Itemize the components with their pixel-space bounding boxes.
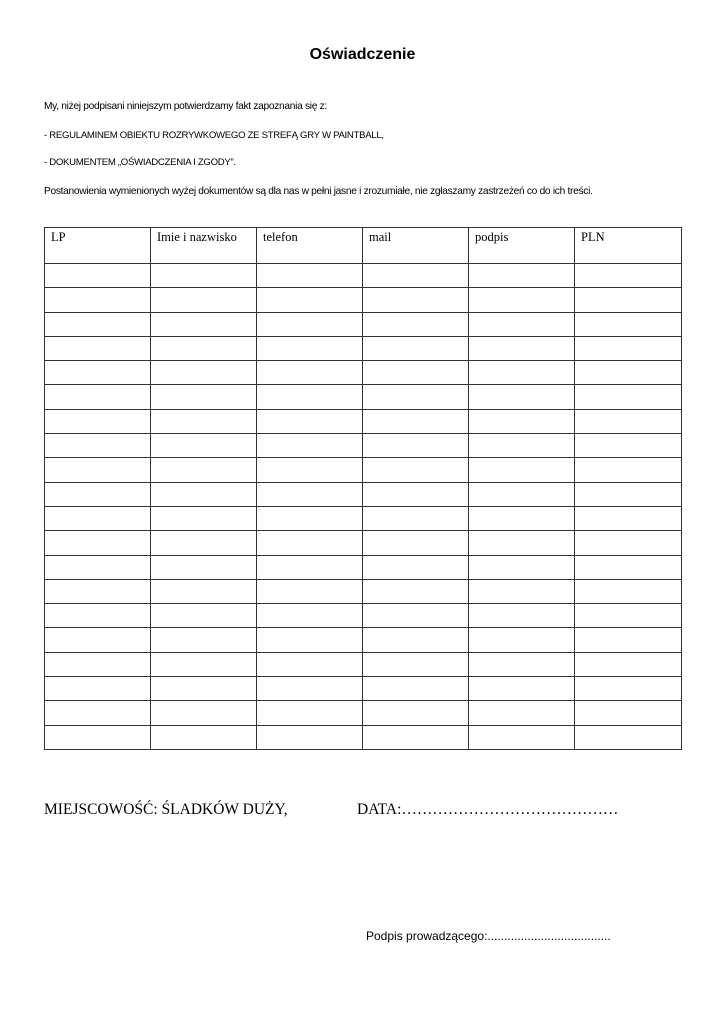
table-cell[interactable] — [257, 677, 363, 701]
table-cell[interactable] — [469, 506, 575, 530]
table-cell[interactable] — [257, 725, 363, 749]
table-cell[interactable] — [575, 409, 682, 433]
table-row — [45, 531, 682, 555]
table-cell[interactable] — [363, 482, 469, 506]
table-cell[interactable] — [575, 579, 682, 603]
table-cell[interactable] — [575, 458, 682, 482]
table-cell[interactable] — [151, 579, 257, 603]
table-cell[interactable] — [45, 312, 151, 336]
table-cell[interactable] — [363, 579, 469, 603]
table-cell[interactable] — [151, 434, 257, 458]
table-cell[interactable] — [151, 312, 257, 336]
table-cell[interactable] — [257, 312, 363, 336]
table-cell[interactable] — [575, 482, 682, 506]
table-cell[interactable] — [469, 652, 575, 676]
table-cell[interactable] — [45, 336, 151, 360]
table-cell[interactable] — [151, 288, 257, 312]
table-row — [45, 264, 682, 288]
table-cell[interactable] — [575, 531, 682, 555]
table-row — [45, 628, 682, 652]
list-item-consent-document: - DOKUMENTEM „OŚWIADCZENIA I ZGODY”. — [44, 157, 236, 168]
table-cell[interactable] — [363, 701, 469, 725]
table-cell[interactable] — [363, 652, 469, 676]
table-cell[interactable] — [45, 555, 151, 579]
table-cell[interactable] — [469, 531, 575, 555]
table-row — [45, 579, 682, 603]
table-cell[interactable] — [469, 336, 575, 360]
table-cell[interactable] — [363, 264, 469, 288]
table-cell[interactable] — [469, 434, 575, 458]
document-title: Oświadczenie — [309, 46, 416, 63]
table-cell[interactable] — [45, 288, 151, 312]
column-header-name: Imie i nazwisko — [151, 228, 257, 264]
table-cell[interactable] — [45, 579, 151, 603]
table-cell[interactable] — [575, 361, 682, 385]
table-cell[interactable] — [151, 385, 257, 409]
column-header-phone: telefon — [257, 228, 363, 264]
table-cell[interactable] — [363, 604, 469, 628]
table-cell[interactable] — [257, 555, 363, 579]
table-cell[interactable] — [257, 361, 363, 385]
list-item-regulations: - REGULAMINEM OBIEKTU ROZRYWKOWEGO ZE STREFĄ GRY W PAINTBALL, — [44, 130, 384, 141]
table-row — [45, 701, 682, 725]
table-cell[interactable] — [363, 531, 469, 555]
table-cell[interactable] — [257, 701, 363, 725]
table-cell[interactable] — [469, 264, 575, 288]
table-cell[interactable] — [469, 409, 575, 433]
table-cell[interactable] — [45, 506, 151, 530]
statement-text: Postanowienia wymienionych wyżej dokumentów są dla nas w pełni jasne i zrozumiałe, nie zgłaszamy zastrzeżeń co do ich treści. — [44, 186, 593, 197]
table-row — [45, 361, 682, 385]
table-cell[interactable] — [151, 361, 257, 385]
date-field[interactable]: DATA:…………………………………… — [357, 801, 619, 818]
table-cell[interactable] — [257, 336, 363, 360]
table-cell[interactable] — [575, 385, 682, 409]
table-cell[interactable] — [575, 677, 682, 701]
table-cell[interactable] — [575, 434, 682, 458]
table-cell[interactable] — [151, 458, 257, 482]
table-cell[interactable] — [151, 701, 257, 725]
table-cell[interactable] — [257, 458, 363, 482]
table-cell[interactable] — [45, 628, 151, 652]
table-cell[interactable] — [257, 482, 363, 506]
column-header-pln: PLN — [575, 228, 682, 264]
table-row — [45, 506, 682, 530]
table-cell[interactable] — [45, 531, 151, 555]
supervisor-signature-field[interactable]: Podpis prowadzącego:..................................... — [366, 929, 611, 943]
table-header-row — [45, 228, 682, 264]
table-cell[interactable] — [45, 385, 151, 409]
table-cell[interactable] — [151, 506, 257, 530]
intro-text: My, niżej podpisani niniejszym potwierdzamy fakt zapoznania się z: — [44, 101, 327, 112]
table-cell[interactable] — [575, 288, 682, 312]
table-cell[interactable] — [469, 361, 575, 385]
table-cell[interactable] — [45, 264, 151, 288]
table-cell[interactable] — [257, 628, 363, 652]
table-cell[interactable] — [363, 434, 469, 458]
table-cell[interactable] — [151, 264, 257, 288]
table-cell[interactable] — [469, 385, 575, 409]
table-cell[interactable] — [363, 409, 469, 433]
table-cell[interactable] — [575, 264, 682, 288]
table-body — [45, 264, 682, 750]
table-cell[interactable] — [257, 506, 363, 530]
table-cell[interactable] — [257, 652, 363, 676]
table-cell[interactable] — [469, 604, 575, 628]
table-cell[interactable] — [575, 312, 682, 336]
table-cell[interactable] — [575, 628, 682, 652]
table-row — [45, 312, 682, 336]
table-cell[interactable] — [363, 385, 469, 409]
table-cell[interactable] — [363, 312, 469, 336]
table-cell[interactable] — [257, 531, 363, 555]
table-cell[interactable] — [363, 628, 469, 652]
table-cell[interactable] — [45, 458, 151, 482]
table-cell[interactable] — [151, 725, 257, 749]
table-cell[interactable] — [151, 652, 257, 676]
table-cell[interactable] — [151, 604, 257, 628]
table-cell[interactable] — [469, 628, 575, 652]
table-cell[interactable] — [363, 458, 469, 482]
table-cell[interactable] — [363, 555, 469, 579]
table-cell[interactable] — [151, 628, 257, 652]
table-row — [45, 555, 682, 579]
table-cell[interactable] — [257, 288, 363, 312]
table-cell[interactable] — [151, 555, 257, 579]
table-cell[interactable] — [45, 482, 151, 506]
column-header-mail: mail — [363, 228, 469, 264]
table-cell[interactable] — [363, 288, 469, 312]
table-cell[interactable] — [363, 506, 469, 530]
table-cell[interactable] — [257, 409, 363, 433]
table-cell[interactable] — [363, 725, 469, 749]
table-row — [45, 288, 682, 312]
table-row — [45, 652, 682, 676]
table-cell[interactable] — [575, 604, 682, 628]
table-cell[interactable] — [469, 555, 575, 579]
table-cell[interactable] — [45, 701, 151, 725]
table-cell[interactable] — [151, 409, 257, 433]
table-cell[interactable] — [45, 677, 151, 701]
table-cell[interactable] — [45, 409, 151, 433]
table-cell[interactable] — [575, 555, 682, 579]
table-cell[interactable] — [575, 336, 682, 360]
table-row — [45, 725, 682, 749]
column-header-signature: podpis — [469, 228, 575, 264]
table-cell[interactable] — [257, 264, 363, 288]
table-cell[interactable] — [151, 531, 257, 555]
table-cell[interactable] — [469, 482, 575, 506]
table-cell[interactable] — [45, 361, 151, 385]
table-cell[interactable] — [469, 725, 575, 749]
table-cell[interactable] — [257, 434, 363, 458]
table-cell[interactable] — [257, 579, 363, 603]
place-field: MIEJSCOWOŚĆ: ŚLADKÓW DUŻY, — [44, 801, 288, 818]
table-cell[interactable] — [363, 336, 469, 360]
table-cell[interactable] — [575, 506, 682, 530]
table-cell[interactable] — [151, 677, 257, 701]
table-cell[interactable] — [469, 288, 575, 312]
table-cell[interactable] — [45, 604, 151, 628]
table-cell[interactable] — [151, 336, 257, 360]
table-row — [45, 336, 682, 360]
table-cell[interactable] — [575, 701, 682, 725]
table-cell[interactable] — [45, 652, 151, 676]
table-cell[interactable] — [45, 434, 151, 458]
table-cell[interactable] — [469, 701, 575, 725]
table-cell[interactable] — [45, 725, 151, 749]
participants-table — [44, 227, 682, 750]
table-cell[interactable] — [469, 677, 575, 701]
column-header-lp: LP — [45, 228, 151, 264]
table-row — [45, 458, 682, 482]
table-cell[interactable] — [257, 604, 363, 628]
table-cell[interactable] — [575, 725, 682, 749]
table-row — [45, 482, 682, 506]
table-cell[interactable] — [469, 579, 575, 603]
table-cell[interactable] — [151, 482, 257, 506]
table-cell[interactable] — [575, 652, 682, 676]
table-row — [45, 385, 682, 409]
table-cell[interactable] — [363, 677, 469, 701]
table-cell[interactable] — [469, 312, 575, 336]
table-row — [45, 604, 682, 628]
table-row — [45, 434, 682, 458]
table-cell[interactable] — [363, 361, 469, 385]
table-row — [45, 677, 682, 701]
table-cell[interactable] — [469, 458, 575, 482]
table-row — [45, 409, 682, 433]
table-cell[interactable] — [257, 385, 363, 409]
